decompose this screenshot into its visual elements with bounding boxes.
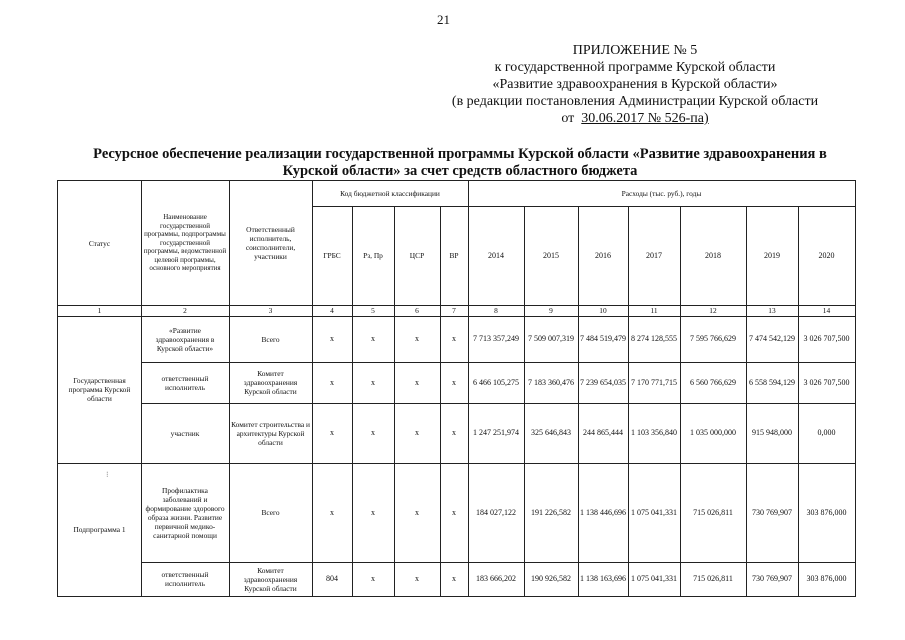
row-value bbox=[746, 562, 799, 597]
row-value-text: 183 666,202 bbox=[476, 574, 516, 583]
row-kbk-text: x bbox=[415, 428, 419, 437]
row-executor-text: Всего bbox=[261, 508, 280, 517]
appendix-line-3: «Развитие здравоохранения в Курской области» bbox=[492, 77, 778, 92]
row-value bbox=[578, 362, 629, 404]
row-kbk-text: x bbox=[330, 377, 334, 387]
row-value bbox=[680, 316, 747, 363]
row-value bbox=[746, 463, 799, 563]
header-kbk-col bbox=[352, 206, 395, 306]
row-kbk-text: x bbox=[452, 574, 456, 583]
row-kbk-text: x bbox=[371, 334, 375, 343]
row-executor-text: Комитет строительства и архитектуры Курской области bbox=[231, 419, 310, 447]
row-value-text: 6 466 105,275 bbox=[473, 377, 519, 387]
page-number: 21 bbox=[437, 12, 450, 27]
row-value bbox=[628, 403, 681, 464]
row-value-text: 1 035 000,000 bbox=[690, 428, 736, 437]
row-kbk-text: x bbox=[330, 334, 334, 343]
header-executor bbox=[229, 180, 313, 306]
row-value-text: 7 474 542,129 bbox=[749, 334, 795, 343]
row-value-text: 730 769,907 bbox=[752, 574, 792, 583]
row-value bbox=[798, 316, 856, 363]
row-executor-text: Комитет здравоохранения Курской области bbox=[243, 565, 298, 593]
row-kbk-text: x bbox=[415, 377, 419, 387]
date-prefix: от bbox=[561, 111, 575, 126]
row-kbk bbox=[394, 463, 441, 563]
row-value bbox=[468, 362, 525, 404]
group1-status-text: Государственная программа Курской области bbox=[68, 376, 131, 403]
row-value-text: 303 876,000 bbox=[806, 574, 847, 583]
column-number-text: 5 bbox=[371, 306, 375, 315]
column-number-text: 4 bbox=[330, 306, 334, 315]
row-kbk bbox=[440, 316, 469, 363]
row-kbk bbox=[312, 463, 353, 563]
row-kbk bbox=[440, 403, 469, 464]
row-value bbox=[578, 316, 629, 363]
row-kbk-text: x bbox=[452, 507, 456, 517]
row-kbk-text: x bbox=[330, 507, 334, 517]
row-name-text: «Развитие здравоохранения в Курской области» bbox=[155, 325, 215, 353]
row-value-text: 1 247 251,974 bbox=[473, 428, 519, 437]
header-year-text: 2018 bbox=[705, 250, 721, 260]
header-kbk-text: Код бюджетной классификации bbox=[340, 189, 440, 198]
row-kbk bbox=[394, 316, 441, 363]
row-value-text: 7 509 007,319 bbox=[528, 334, 574, 343]
row-value bbox=[680, 403, 747, 464]
row-kbk bbox=[394, 362, 441, 404]
row-value-text: 1 138 446,696 bbox=[580, 507, 626, 517]
row-kbk-text: x bbox=[452, 428, 456, 437]
row-kbk bbox=[352, 362, 395, 404]
column-number-text: 8 bbox=[494, 306, 498, 315]
row-value-text: 7 595 766,629 bbox=[690, 334, 736, 343]
header-year bbox=[468, 206, 525, 306]
header-year-text: 2019 bbox=[764, 250, 780, 260]
header-kbk-col-text: ГРБС bbox=[323, 251, 341, 260]
row-value bbox=[578, 403, 629, 464]
header-kbk-col bbox=[394, 206, 441, 306]
row-value bbox=[524, 562, 579, 597]
appendix-line-2: к государственной программе Курской области bbox=[494, 60, 776, 75]
row-value-text: 915 948,000 bbox=[752, 428, 792, 437]
row-value bbox=[798, 403, 856, 464]
row-value bbox=[468, 463, 525, 563]
row-value bbox=[746, 403, 799, 464]
row-value bbox=[468, 562, 525, 597]
row-kbk-text: x bbox=[371, 377, 375, 387]
row-value-text: 7 239 654,035 bbox=[580, 377, 626, 387]
header-year bbox=[628, 206, 681, 306]
header-kbk-col-text: ВР bbox=[449, 251, 459, 260]
row-name bbox=[141, 562, 230, 597]
row-kbk bbox=[440, 463, 469, 563]
row-kbk bbox=[352, 316, 395, 363]
row-kbk bbox=[312, 403, 353, 464]
appendix-title: ПРИЛОЖЕНИЕ № 5 bbox=[572, 43, 698, 58]
header-year bbox=[746, 206, 799, 306]
column-number-text: 14 bbox=[822, 306, 831, 315]
header-year bbox=[798, 206, 856, 306]
header-year-text: 2015 bbox=[543, 250, 559, 260]
row-value bbox=[798, 362, 856, 404]
row-executor bbox=[229, 463, 313, 563]
row-value-text: 7 484 519,479 bbox=[580, 334, 626, 343]
row-name bbox=[141, 316, 230, 363]
row-executor bbox=[229, 362, 313, 404]
header-year-text: 2014 bbox=[488, 250, 504, 260]
document-title-line-1: Ресурсное обеспечение реализации государственной программы Курской области «Развитие здравоохранения в bbox=[93, 146, 827, 162]
row-value-text: 6 558 594,129 bbox=[749, 377, 795, 387]
row-value bbox=[628, 362, 681, 404]
row-value-text: 303 876,000 bbox=[806, 507, 847, 517]
header-expenses bbox=[468, 180, 856, 207]
row-value-text: 7 713 357,249 bbox=[473, 334, 519, 343]
row-value-text: 191 226,582 bbox=[531, 507, 571, 517]
column-number-text: 1 bbox=[97, 306, 102, 315]
row-kbk-text: 804 bbox=[326, 574, 338, 583]
row-value-text: 244 865,444 bbox=[583, 428, 623, 437]
group2-status bbox=[57, 463, 142, 597]
row-value bbox=[746, 362, 799, 404]
group1-status bbox=[57, 316, 142, 464]
row-value-text: 325 646,843 bbox=[531, 428, 571, 437]
row-value bbox=[468, 316, 525, 363]
row-kbk-text: x bbox=[452, 377, 456, 387]
header-kbk-col-text: ЦСР bbox=[409, 251, 425, 260]
row-value bbox=[680, 463, 747, 563]
row-value bbox=[524, 316, 579, 363]
column-number-text: 2 bbox=[183, 306, 187, 315]
header-kbk-col bbox=[312, 206, 353, 306]
row-value bbox=[798, 562, 856, 597]
row-value-text: 3 026 707,500 bbox=[803, 334, 850, 343]
column-number-text: 6 bbox=[415, 306, 419, 315]
row-value-text: 184 027,122 bbox=[476, 507, 516, 517]
row-value bbox=[524, 362, 579, 404]
row-value bbox=[578, 562, 629, 597]
group2-status-text: Подпрограмма 1 bbox=[73, 525, 126, 534]
row-value-text: 7 183 360,476 bbox=[528, 377, 574, 387]
header-year-text: 2016 bbox=[595, 250, 611, 260]
row-value-text: 190 926,582 bbox=[531, 574, 571, 583]
column-number-text: 9 bbox=[549, 306, 553, 315]
decree-date: 30.06.2017 № 526-па) bbox=[581, 111, 709, 126]
row-value bbox=[798, 463, 856, 563]
column-number-text: 7 bbox=[452, 306, 456, 315]
row-value bbox=[628, 562, 681, 597]
column-number-text: 3 bbox=[268, 306, 273, 315]
row-name bbox=[141, 362, 230, 404]
row-kbk bbox=[440, 362, 469, 404]
row-executor bbox=[229, 403, 313, 464]
row-value-text: 1 103 356,840 bbox=[631, 428, 677, 437]
row-name-text: Профилактика заболеваний и формирование здорового образа жизни. Развитие первичной медико-санитарной помощи bbox=[145, 485, 225, 540]
header-name bbox=[141, 180, 230, 306]
header-year-text: 2020 bbox=[818, 250, 835, 260]
row-value bbox=[680, 362, 747, 404]
row-value bbox=[468, 403, 525, 464]
header-name-text: Наименование государственной программы, подпрограммы государственной программы, ведомственной целевой программы, основного мероприятия bbox=[143, 212, 227, 273]
row-value bbox=[524, 463, 579, 563]
row-kbk-text: x bbox=[415, 334, 419, 343]
header-expenses-text: Расходы (тыс. руб.), годы bbox=[621, 189, 702, 198]
row-value bbox=[746, 316, 799, 363]
header-executor-text: Ответственный исполнитель, соисполнители, участники bbox=[245, 225, 296, 261]
row-value bbox=[524, 403, 579, 464]
row-kbk-text: x bbox=[415, 507, 419, 517]
row-kbk bbox=[352, 562, 395, 597]
header-year bbox=[578, 206, 629, 306]
row-value-text: 7 170 771,715 bbox=[631, 377, 677, 387]
row-kbk bbox=[312, 316, 353, 363]
header-status-text: Статус bbox=[88, 238, 111, 248]
document-title bbox=[55, 146, 865, 180]
header-kbk bbox=[312, 180, 469, 207]
row-value-text: 730 769,907 bbox=[752, 507, 792, 517]
header-year-text: 2017 bbox=[646, 250, 662, 260]
appendix-date-line bbox=[420, 110, 850, 127]
scan-mark: ⁝ bbox=[106, 470, 109, 479]
appendix-line-4: (в редакции постановления Администрации Курской области bbox=[451, 94, 819, 109]
row-value-text: 715 026,811 bbox=[693, 574, 733, 583]
appendix-header bbox=[420, 42, 850, 127]
row-value-text: 8 274 128,555 bbox=[631, 334, 677, 343]
column-number-text: 13 bbox=[768, 306, 776, 315]
row-name-text: ответственный исполнитель bbox=[161, 373, 209, 392]
row-value-text: 6 560 766,629 bbox=[690, 377, 736, 387]
row-value-text: 1 138 163,696 bbox=[580, 574, 626, 583]
row-name bbox=[141, 463, 230, 563]
row-kbk-text: x bbox=[371, 507, 375, 517]
row-executor-text: Комитет здравоохранения Курской области bbox=[243, 369, 298, 396]
document-title-line-2: Курской области» за счет средств областного бюджета bbox=[282, 163, 638, 179]
column-number-text: 11 bbox=[650, 306, 658, 315]
row-kbk bbox=[352, 403, 395, 464]
row-value-text: 1 075 041,331 bbox=[631, 507, 677, 517]
row-value-text: 715 026,811 bbox=[693, 507, 733, 517]
row-kbk bbox=[312, 362, 353, 404]
row-value bbox=[628, 463, 681, 563]
column-number-text: 10 bbox=[599, 306, 607, 315]
header-status bbox=[57, 180, 142, 306]
row-value bbox=[578, 463, 629, 563]
column-number-text: 12 bbox=[709, 306, 717, 315]
row-executor-text: Всего bbox=[261, 334, 280, 344]
row-name-text: ответственный исполнитель bbox=[161, 570, 209, 588]
row-kbk-text: x bbox=[415, 574, 419, 583]
row-value bbox=[628, 316, 681, 363]
row-executor bbox=[229, 562, 313, 597]
row-value-text: 3 026 707,500 bbox=[803, 377, 850, 387]
row-executor bbox=[229, 316, 313, 363]
row-name bbox=[141, 403, 230, 464]
header-year bbox=[680, 206, 747, 306]
row-value-text: 0,000 bbox=[817, 428, 836, 437]
header-kbk-col bbox=[440, 206, 469, 306]
row-value bbox=[680, 562, 747, 597]
row-kbk bbox=[394, 403, 441, 464]
header-kbk-col-text: Рз, Пр bbox=[363, 251, 383, 260]
header-year bbox=[524, 206, 579, 306]
row-kbk-text: x bbox=[452, 334, 456, 343]
row-kbk bbox=[440, 562, 469, 597]
row-kbk bbox=[394, 562, 441, 597]
row-kbk-text: x bbox=[371, 574, 375, 583]
row-kbk bbox=[352, 463, 395, 563]
row-kbk-text: x bbox=[330, 428, 334, 437]
row-kbk bbox=[312, 562, 353, 597]
row-kbk-text: x bbox=[371, 428, 375, 437]
row-value-text: 1 075 041,331 bbox=[631, 574, 677, 583]
row-name-text: участник bbox=[170, 428, 200, 438]
